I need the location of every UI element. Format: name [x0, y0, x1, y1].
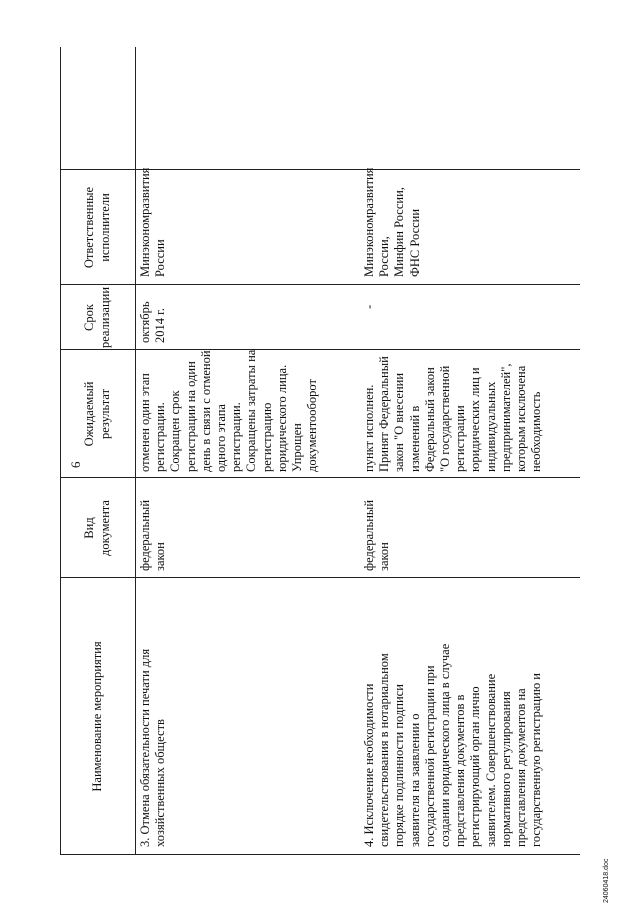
- row-name: 3. Отмена обязательности печати для хозяйственных обществ: [138, 648, 168, 847]
- row-responsible: Минэкономразвития России, Минфин России, ФНС России: [362, 167, 422, 277]
- table-row: [362, 47, 577, 855]
- row-doc-type: федеральный закон: [138, 499, 168, 571]
- row-result: пункт исполнен. Принят Федеральный закон "О внесении изменений в Федеральный закон "О государственной регистрации юридических лиц и индивидуальных предпринимателей", которым исключена необходимость: [362, 356, 544, 472]
- header-responsible: Ответственные исполнители: [82, 186, 112, 269]
- row-name: 4. Исключение необходимости свидетельствования в нотариальном порядке подлинности подписи заявителя на заявлении о государственной регистрации при создании юридического лица в случае представления документов в регистрирующий орган лично заявителем. Совершенствование нормативного регулирования представления документов на государственную регистрацию и: [362, 643, 544, 847]
- row-result: отменен один этап регистрации. Сокращен срок регистрации на один день в связи с отменой одного этапа регистрации. Сокращены затраты на регистрацию юридического лица. Упрощен документооборот: [138, 349, 320, 472]
- row-doc-type: федеральный закон: [362, 499, 392, 571]
- row-deadline: октябрь 2014 г.: [138, 301, 168, 343]
- row-responsible: Минэкономразвития России: [138, 167, 168, 277]
- header-deadline: Срок реализации: [82, 286, 112, 349]
- header-name: Наименование мероприятия: [89, 641, 104, 792]
- table-row: [138, 47, 328, 855]
- footer-filename: 24060418.doc: [603, 858, 610, 903]
- header-result: Ожидаемый результат: [82, 381, 112, 447]
- measures-table: [60, 47, 580, 855]
- table-header: [60, 47, 135, 855]
- header-doc-type: Вид документа: [82, 500, 112, 556]
- row-deadline: -: [362, 304, 376, 309]
- page-number: 6: [68, 461, 83, 468]
